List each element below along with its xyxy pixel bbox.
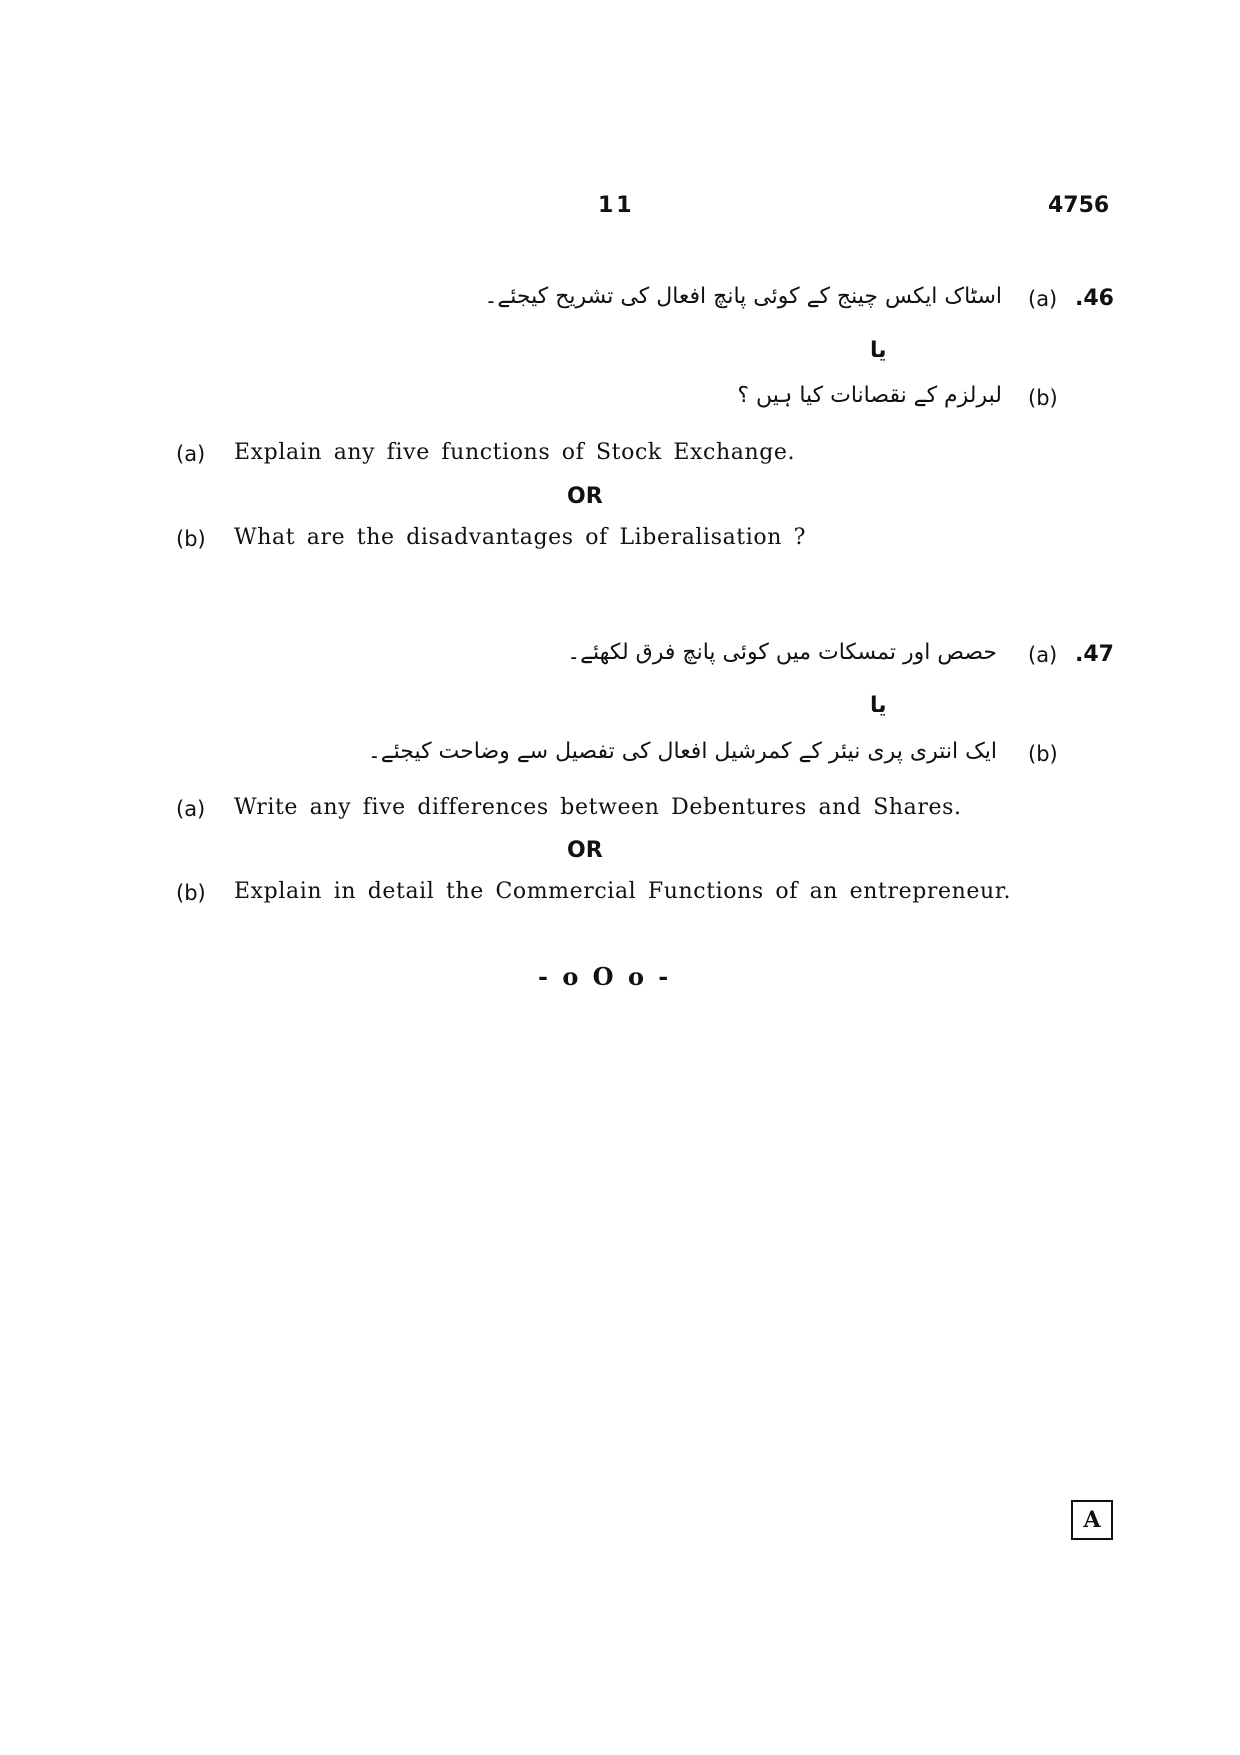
english-part-a-label: (a) [176,442,206,466]
urdu-part-a-text: اسٹاک ایکس چینج کے کوئی پانچ افعال کی تشریح کیجئے۔ [484,284,1002,309]
urdu-part-a-text: حصص اور تمسکات میں کوئی پانچ فرق لکھئے۔ [567,640,997,665]
urdu-part-b-label: (b) [1028,386,1058,410]
urdu-or: یا [870,338,887,363]
urdu-or: یا [870,693,887,718]
paper-code: 4756 [1048,193,1110,218]
page-number: 11 [598,193,635,218]
english-part-b-text: What are the disadvantages of Liberalisation ? [234,525,806,550]
english-part-b-label: (b) [176,527,206,551]
paper-version-box: A [1071,1500,1113,1540]
english-part-a-text: Write any five differences between Debentures and Shares. [234,795,962,820]
question-number: .46 [1075,286,1114,311]
end-of-paper-mark: - o O o - [538,962,672,991]
urdu-part-b-label: (b) [1028,742,1058,766]
urdu-part-b-text: ایک انتری پری نیئر کے کمرشیل افعال کی تفصیل سے وضاحت کیجئے۔ [367,739,997,764]
english-part-a-text: Explain any five functions of Stock Exchange. [234,440,796,465]
urdu-part-a-label: (a) [1028,643,1058,667]
english-or: OR [567,838,603,863]
question-number: .47 [1075,642,1114,667]
urdu-part-b-text: لبرلزم کے نقصانات کیا ہیں ؟ [737,383,1002,408]
english-part-b-text: Explain in detail the Commercial Functions of an entrepreneur. [234,879,1012,904]
english-part-a-label: (a) [176,797,206,821]
english-part-b-label: (b) [176,881,206,905]
english-or: OR [567,484,603,509]
urdu-part-a-label: (a) [1028,287,1058,311]
